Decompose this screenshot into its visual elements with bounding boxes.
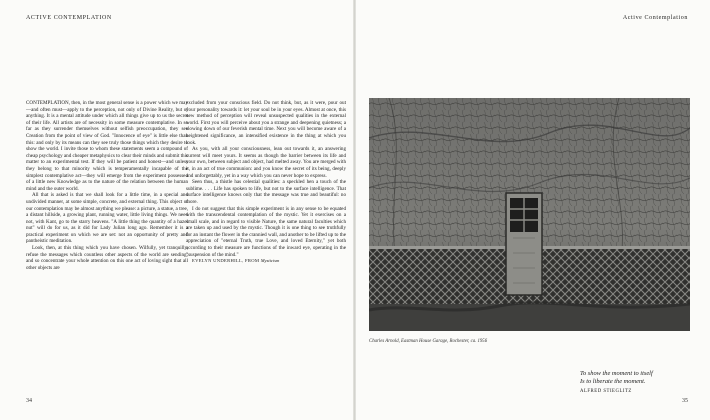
source-attribution xyxy=(186,258,346,265)
right-running-head: Active Contemplation xyxy=(622,15,688,21)
text-column-2 xyxy=(186,100,346,265)
paragraph: Look, then, at this thing which you have chosen. Wilfully, yet tranquilly, refuse the messages which countless other aspects of the world are sending; and so concentrate your whole attention on this one act of loving sight that all other objects are xyxy=(26,245,188,271)
source-title: Mysticism xyxy=(260,258,280,264)
left-page-number: 34 xyxy=(26,398,32,404)
photo-caption: Charles Arnold, Eastman House Garage, Rochester, ca. 1956 xyxy=(369,339,488,344)
right-page-number: 35 xyxy=(682,398,688,404)
quote-author: ALFRED STIEGLITZ xyxy=(580,389,632,394)
left-running-head: ACTIVE CONTEMPLATION xyxy=(26,15,112,21)
epigraph-quote xyxy=(580,370,653,386)
paragraph: I do not suggest that this simple experiment is in any sense to be equated with the transcendental contemplation of the mystic. Yet it exercises on a small scale, and in regard to visible Nature, the same natural faculties which are taken up and used by the mystic. Though it is one thing to see truthfully for an instant the flower in the crannied wall, and another to be lifted up to the appreciation of "eternal Truth, true Love, and loved Eternity," yet both according to their measure are functions of the inward eye, operating in the "suspension of the mind." xyxy=(186,205,346,258)
photograph-image xyxy=(369,98,690,331)
paragraph: excluded from your conscious field. Do not think, but, as it were, pour out your personality towards it: let your soul be in your eyes. Almost at once, this new method of perception will reveal unsuspected qualities in the external world. First you will perceive about you a strange and deepening quietness; a slowing down of our feverish mental time. Next you will become aware of a heightened significance, an intensified existence in the thing at which you look. xyxy=(186,100,346,146)
paragraph: CONTEMPLATION, then, in the most general sense is a power which we may—and often must—apply to the perception, not only of Divine Reality, but of anything. It is a mental attitude under which all things give up to us the secret of their life. All artists are of necessity in some measure contemplative. In so far as they surrender themselves without selfish preoccupation, they see Creation from the point of view of God. "Innocence of eye" is little else than this: and only by its means can they see truly those things which they desire to show the world. I invite those to whom these statements seem a compound of cheap psychology and cheaper metaphysics to clear their minds and submit this matter to an experimental test. If they will be patient and honest—and unless they belong to that minority which is temperamentally incapable of the simplest contemplative act—they will emerge from the experiment possessed of a little new Knowledge as to the nature of the relation between the human mind and the outer world. xyxy=(26,100,188,192)
paragraph: Seen thus, a thistle has celestial qualities: a speckled hen a touch of the sublime. . . . Life has spoken to life, but not to the surface intelligence. That surface intelligence knows only that the message was true and beautiful: no more. xyxy=(186,179,346,205)
book-gutter xyxy=(353,0,356,420)
paragraph: All that is asked is that we shall look for a little time, in a special and undivided manner, at some simple, concrete, and external thing. This object of our contemplation may be almost anything we please: a picture, a statue, a tree, a distant hillside, a growing plant, running water, little living things. We need not, with Kant, go to the starry heavens. "A little thing the quantity of a hazel nut" will do for us, as it did for Lady Julian long ago. Remember it is a practical experiment on which we are set: not an opportunity of pretty and pantheistic meditation. xyxy=(26,192,188,245)
garage-photograph xyxy=(369,98,690,331)
paragraph: As you, with all your consciousness, lean out towards it, an answering current will meet yours. It seems as though the barrier between its life and your own, between subject and object, had melted away. You are merged with it, in an act of true communion: and you know the secret of its being, deeply and unforgettably, yet in a way which you can never hope to express. xyxy=(186,146,346,179)
text-column-1 xyxy=(26,100,188,271)
source-author: EVELYN UNDERHILL, FROM xyxy=(192,258,260,264)
quote-line: To show the moment to itself xyxy=(580,370,653,377)
quote-line: Is to liberate the moment. xyxy=(580,378,646,385)
